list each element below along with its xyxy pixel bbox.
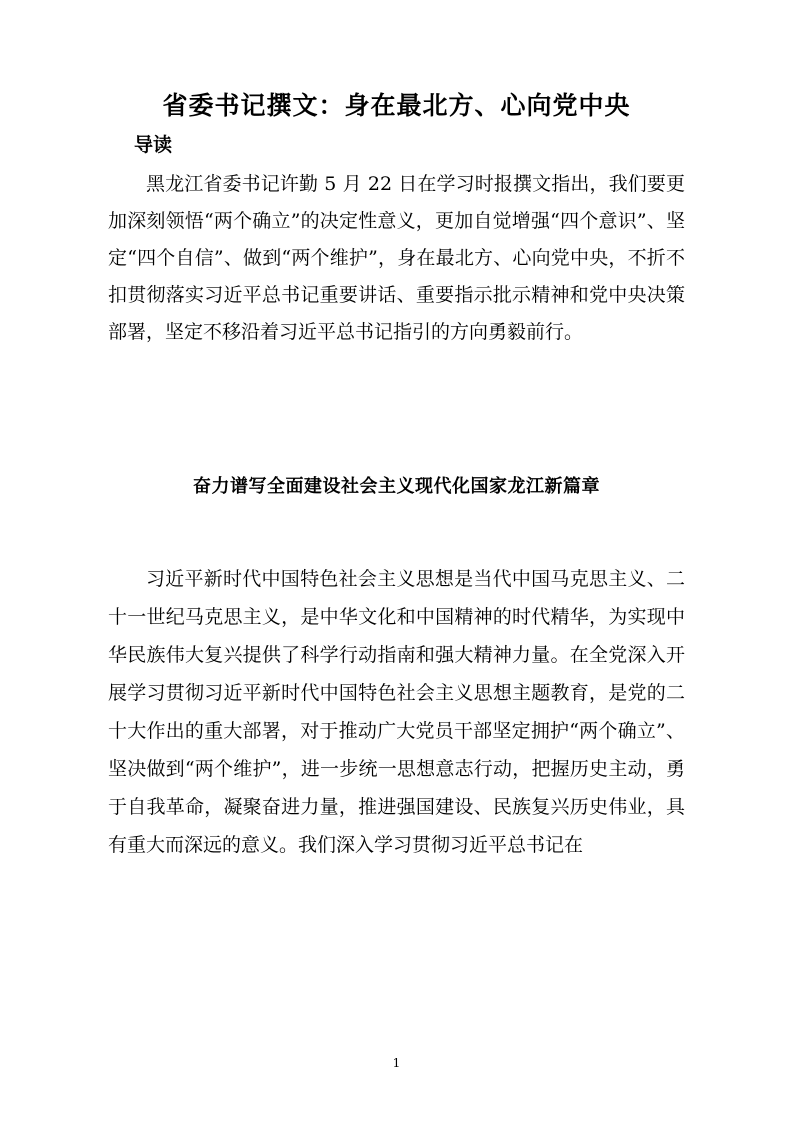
page-title: 省委书记撰文：身在最北方、心向党中央: [162, 91, 631, 120]
lead-paragraph: 黑龙江省委书记许勤 5 月 22 日在学习时报撰文指出，我们要更加深刻领悟“两个确立”的决定性意义，更加自觉增强“四个意识”、坚定“四个自信”、做到“两个维护”，身在最北方、心向党中央，不折不扣贯彻落实习近平总书记重要讲话、重要指示批示精神和党中央决策部署，坚定不移沿着习近平总书记指引的方向勇毅前行。: [108, 172, 685, 343]
heading-spacer: [108, 502, 685, 560]
lead-label: 导读: [134, 134, 173, 156]
section-heading: 奋力谱写全面建设社会主义现代化国家龙江新篇章: [193, 475, 600, 497]
section-spacer: [108, 351, 685, 473]
page-number: 1: [392, 1056, 401, 1070]
body-paragraph: 习近平新时代中国特色社会主义思想是当代中国马克思主义、二十一世纪马克思主义，是中华文化和中国精神的时代精华，为实现中华民族伟大复兴提供了科学行动指南和强大精神力量。在全党深入开展学习贯彻习近平新时代中国特色社会主义思想主题教育，是党的二十大作出的重大部署，对于推动广大党员干部坚定拥护“两个确立”、坚决做到“两个维护”，进一步统一思想意志行动，把握历史主动，勇于自我革命，凝聚奋进力量，推进强国建设、民族复兴历史伟业，具有重大而深远的意义。我们深入学习贯彻习近平总书记在: [108, 567, 685, 856]
